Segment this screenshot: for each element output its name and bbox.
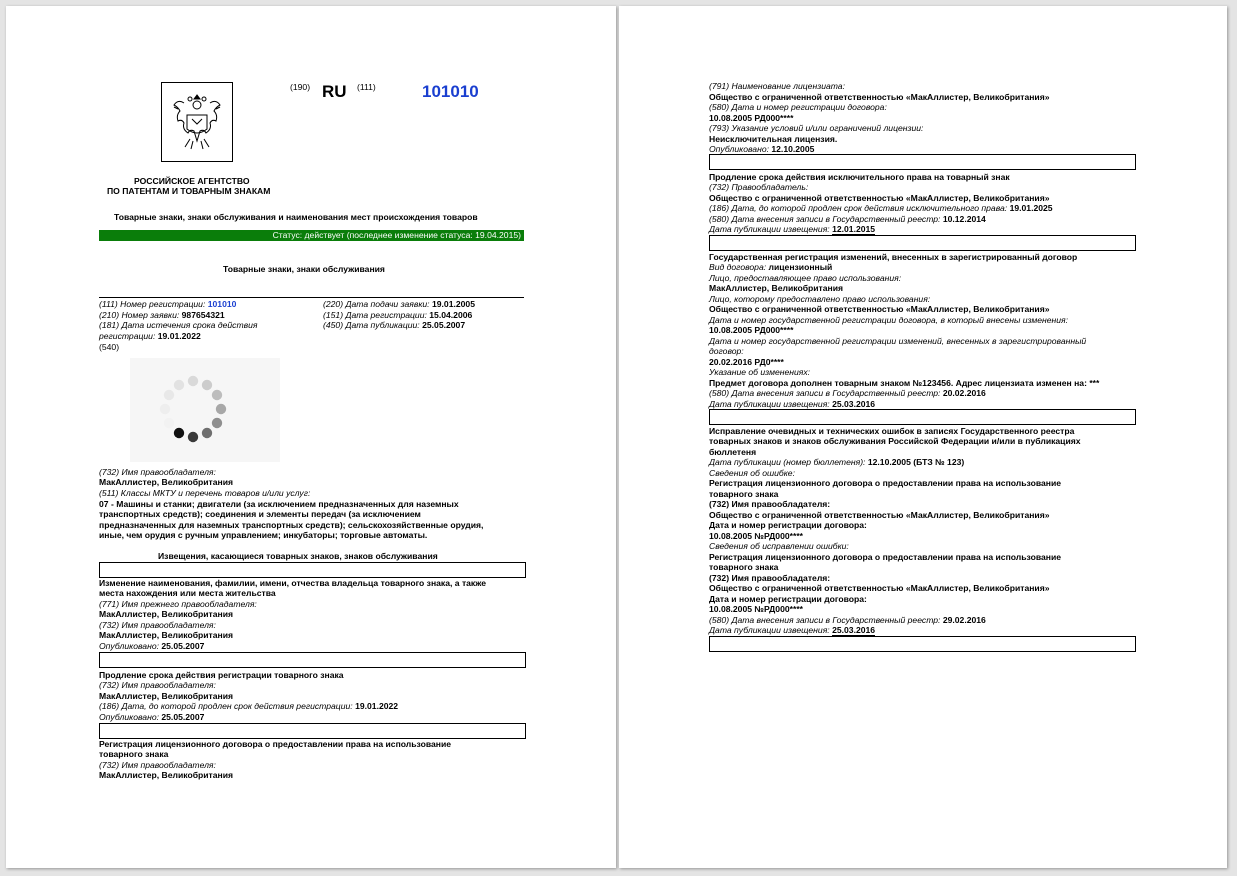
notice3-title-1: Регистрация лицензионного договора о предоставлении права на использование — [99, 739, 452, 749]
expiry-label-1: (181) Дата истечения срока действия — [99, 320, 258, 330]
p2n3-pub-value: 12.10.2005 — [771, 144, 815, 154]
classes-line-2: транспортных средств); соединения и элементы передач (за исключением — [99, 509, 421, 519]
notice2-title: Продление срока действия регистрации товарного знака — [99, 670, 344, 680]
registration-number: 101010 — [422, 82, 479, 101]
p2n6-entry-value: 29.02.2016 — [942, 615, 986, 625]
notice1-title-2: места нахождения или места жительства — [99, 588, 276, 598]
holder-label: (732) Имя правообладателя: — [99, 467, 216, 477]
image-code: (540) — [99, 342, 120, 352]
agency-name-line2: ПО ПАТЕНТАМ И ТОВАРНЫМ ЗНАКАМ — [107, 186, 271, 196]
p2n5-changes-label: Указание об изменениях: — [709, 367, 811, 377]
p2n4-entry-label: (580) Дата внесения записи в Государственный реестр: — [709, 214, 941, 224]
p2n6-bull-label: Дата публикации (номер бюллетеня): — [709, 457, 866, 467]
expiry-label-2: регистрации: — [99, 331, 156, 341]
coat-of-arms-emblem — [161, 82, 233, 162]
p2n5-notice-pub-label: Дата публикации извещения: — [709, 399, 830, 409]
p2n6-fix-title-1: Регистрация лицензионного договора о предоставлении права на использование — [709, 552, 1062, 562]
classes-line-4: иные, чем орудия с ручным управлением; инкубаторы; торговые автоматы. — [99, 530, 428, 540]
p2n6-notice-pub-label: Дата публикации извещения: — [709, 625, 830, 635]
notice2-holder-label: (732) Имя правообладателя: — [99, 680, 216, 690]
p2n5-grantor-value: МакАллистер, Великобритания — [709, 283, 844, 293]
loading-spinner-icon — [130, 358, 280, 462]
app-number-value: 987654321 — [181, 310, 225, 320]
p2n4-date-value: 19.01.2025 — [1009, 203, 1053, 213]
reg-date-value: 15.04.2006 — [429, 310, 473, 320]
p2n4-notice-pub-label: Дата публикации извещения: — [709, 224, 830, 234]
document-title: Товарные знаки, знаки обслуживания и наименования мест происхождения товаров — [114, 212, 478, 222]
notice3-holder-label: (732) Имя правообладателя: — [99, 760, 216, 770]
notice1-pub-row — [99, 641, 204, 651]
document-page-2 — [619, 6, 1227, 868]
notice3-title-2: товарного знака — [99, 749, 169, 759]
p2n5-notice-pub-value: 25.03.2016 — [832, 399, 876, 409]
reg-number-row — [99, 299, 236, 309]
notice2-holder-value: МакАллистер, Великобритания — [99, 691, 234, 701]
p2n6-err-contract-label: Дата и номер регистрации договора: — [709, 520, 867, 530]
notice3-holder-value: МакАллистер, Великобритания — [99, 770, 234, 780]
notice1-prev-value: МакАллистер, Великобритания — [99, 609, 234, 619]
contract-value: 10.08.2005 РД000**** — [709, 113, 794, 123]
double-headed-eagle-icon — [162, 83, 232, 161]
notices-title: Извещения, касающиеся товарных знаков, знаков обслуживания — [158, 551, 438, 561]
notice2-date-row — [99, 701, 398, 711]
notice1-pub-label: Опубликовано: — [99, 641, 159, 651]
p2n6-err-contract-value: 10.08.2005 №РД000**** — [709, 531, 804, 541]
p2n6-fix-contract-label: Дата и номер регистрации договора: — [709, 594, 867, 604]
notice2-date-value: 19.01.2022 — [355, 701, 399, 711]
p2n6-title-3: бюллетеня — [709, 447, 757, 457]
p2n4-holder-label: (732) Правообладатель: — [709, 182, 809, 192]
code-111: (111) — [357, 82, 376, 92]
notice1-pub-value: 25.05.2007 — [161, 641, 205, 651]
reg-date-row — [323, 310, 472, 320]
notice1-holder-value: МакАллистер, Великобритания — [99, 630, 234, 640]
filing-date-label: (220) Дата подачи заявки: — [323, 299, 430, 309]
p2n5-grantee-value: Общество с ограниченной ответственностью «МакАллистер, Великобритания» — [709, 304, 1050, 314]
classes-line-3: предназначенных для наземных транспортных средств); сельскохозяйственные орудия, — [99, 520, 484, 530]
p2n4-notice-pub-row — [709, 224, 875, 235]
p2n4-title: Продление срока действия исключительного права на товарный знак — [709, 172, 1010, 182]
p2n5-type-value: лицензионный — [768, 262, 833, 272]
classes-label: (511) Классы МКТУ и перечень товаров и/или услуг: — [99, 488, 311, 498]
notice2-date-label: (186) Дата, до которой продлен срок действия регистрации: — [99, 701, 353, 711]
p2n6-err-label: Сведения об ошибке: — [709, 468, 795, 478]
p2n4-notice-pub-value: 12.01.2015 — [832, 224, 876, 234]
p2n5-entry-value: 20.02.2016 — [942, 388, 986, 398]
p2n5-title: Государственная регистрация изменений, внесенных в зарегистрированный договор — [709, 252, 1078, 262]
p2n4-date-row — [709, 203, 1053, 213]
notice-divider-box — [99, 562, 526, 578]
p2n6-bull-row — [709, 457, 964, 467]
notice2-pub-row — [99, 712, 204, 722]
notice-divider-box — [99, 652, 526, 668]
notice-divider-box — [709, 154, 1136, 170]
p2n6-bull-value: 12.10.2005 (БТЗ № 123) — [867, 457, 965, 467]
expiry-value: 19.01.2022 — [157, 331, 201, 341]
pub-date-label: (450) Дата публикации: — [323, 320, 420, 330]
pub-date-value: 25.05.2007 — [422, 320, 466, 330]
notice2-pub-value: 25.05.2007 — [161, 712, 205, 722]
p2n5-orig-label: Дата и номер государственной регистрации договора, в который внесены изменения: — [709, 315, 1069, 325]
p2n5-grantee-label: Лицо, которому предоставлено право использования: — [709, 294, 931, 304]
code-190: (190) — [290, 82, 311, 92]
app-number-label: (210) Номер заявки: — [99, 310, 180, 320]
p2n4-holder-value: Общество с ограниченной ответственностью «МакАллистер, Великобритания» — [709, 193, 1050, 203]
notice-divider-box — [709, 636, 1136, 652]
trademark-image-placeholder — [130, 358, 280, 462]
reg-number-label: (111) Номер регистрации: — [99, 299, 206, 309]
p2n6-fix-title-2: товарного знака — [709, 562, 779, 572]
p2n5-entry-row — [709, 388, 986, 398]
reg-number-value: 101010 — [207, 299, 237, 309]
p2n5-changes-reg-label-1: Дата и номер государственной регистрации изменений, внесенных в зарегистрированный — [709, 336, 1087, 346]
notice1-prev-label: (771) Имя прежнего правообладателя: — [99, 599, 257, 609]
terms-label: (793) Указание условий и/или ограничений лицензии: — [709, 123, 924, 133]
section-title: Товарные знаки, знаки обслуживания — [223, 264, 385, 274]
p2n4-entry-value: 10.12.2014 — [942, 214, 986, 224]
p2n6-err-title-2: товарного знака — [709, 489, 779, 499]
p2n6-fix-contract-value: 10.08.2005 №РД000**** — [709, 604, 804, 614]
country-code: RU — [322, 82, 347, 101]
p2n5-changes-reg-label-2: договор: — [709, 346, 744, 356]
p2n6-err-holder-value: Общество с ограниченной ответственностью «МакАллистер, Великобритания» — [709, 510, 1050, 520]
filing-date-value: 19.01.2005 — [431, 299, 475, 309]
classes-line-1: 07 - Машины и станки; двигатели (за исключением предназначенных для наземных — [99, 499, 459, 509]
licensee-value: Общество с ограниченной ответственностью «МакАллистер, Великобритания» — [709, 92, 1050, 102]
notice1-title-1: Изменение наименования, фамилии, имени, отчества владельца товарного знака, а также — [99, 578, 486, 588]
filing-date-row — [323, 299, 475, 309]
p2n6-fix-label: Сведения об исправлении ошибки: — [709, 541, 849, 551]
p2n6-err-title-1: Регистрация лицензионного договора о предоставлении права на использование — [709, 478, 1062, 488]
notice1-holder-label: (732) Имя правообладателя: — [99, 620, 216, 630]
p2n6-title-2: товарных знаков и знаков обслуживания Российской Федерации и/или в публикациях — [709, 436, 1081, 446]
p2n5-orig-value: 10.08.2005 РД000**** — [709, 325, 794, 335]
p2n4-entry-row — [709, 214, 986, 224]
p2n3-pub-label: Опубликовано: — [709, 144, 769, 154]
p2n6-notice-pub-value: 25.03.2016 — [832, 625, 876, 635]
p2n3-pub-row — [709, 144, 814, 154]
p2n5-entry-label: (580) Дата внесения записи в Государственный реестр: — [709, 388, 941, 398]
status-text: Статус: действует (последнее изменение статуса: 19.04.2015) — [272, 230, 521, 240]
agency-name-line1: РОССИЙСКОЕ АГЕНТСТВО — [134, 176, 250, 186]
p2n6-title-1: Исправление очевидных и технических ошибок в записях Государственного реестра — [709, 426, 1075, 436]
p2n6-entry-row — [709, 615, 986, 625]
notice2-pub-label: Опубликовано: — [99, 712, 159, 722]
notice-divider-box — [709, 409, 1136, 425]
status-bar — [99, 230, 524, 241]
p2n6-fix-holder-label: (732) Имя правообладателя: — [709, 573, 831, 583]
p2n5-type-row — [709, 262, 832, 272]
p2n6-err-holder-label: (732) Имя правообладателя: — [709, 499, 831, 509]
app-number-row — [99, 310, 225, 320]
document-page-1 — [6, 6, 616, 868]
p2n4-date-label: (186) Дата, до которой продлен срок действия исключительного права: — [709, 203, 1008, 213]
licensee-label: (791) Наименование лицензиата: — [709, 81, 845, 91]
notice-divider-box — [99, 723, 526, 739]
holder-value: МакАллистер, Великобритания — [99, 477, 234, 487]
p2n6-fix-holder-value: Общество с ограниченной ответственностью «МакАллистер, Великобритания» — [709, 583, 1050, 593]
p2n5-changes-value: Предмет договора дополнен товарным знаком №123456. Адрес лицензиата изменен на: *** — [709, 378, 1100, 388]
notice-divider-box — [709, 235, 1136, 251]
contract-label: (580) Дата и номер регистрации договора: — [709, 102, 887, 112]
p2n6-entry-label: (580) Дата внесения записи в Государственный реестр: — [709, 615, 941, 625]
p2n5-type-label: Вид договора: — [709, 262, 767, 272]
expiry-row — [99, 331, 201, 341]
reg-date-label: (151) Дата регистрации: — [323, 310, 427, 320]
pub-date-row — [323, 320, 465, 330]
p2n5-changes-reg-value: 20.02.2016 РД0**** — [709, 357, 784, 367]
p2n5-grantor-label: Лицо, предоставляющее право использования: — [709, 273, 902, 283]
p2n6-notice-pub-row — [709, 625, 875, 636]
terms-value: Неисключительная лицензия. — [709, 134, 838, 144]
separator-line — [99, 297, 524, 298]
